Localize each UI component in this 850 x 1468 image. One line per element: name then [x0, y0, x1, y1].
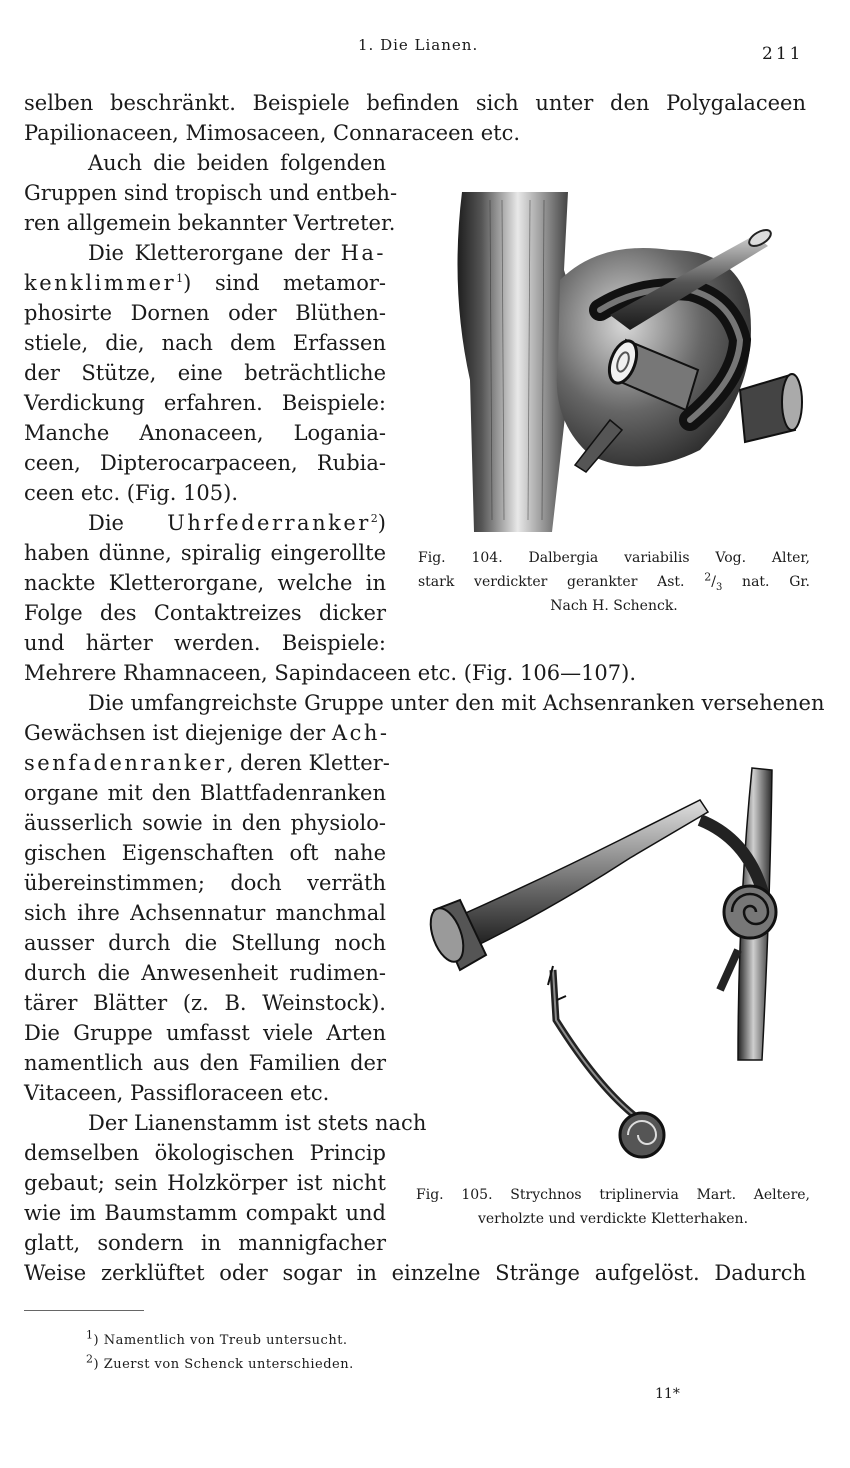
text-line: haben dünne, spiralig eingerollte [24, 541, 386, 565]
fraction-denominator: 3 [715, 581, 723, 593]
text-line: tärer Blätter (z. B. Weinstock). [24, 991, 386, 1015]
text-line: Mehrere Rhamnaceen, Sapindaceen etc. (Fig. 106—107). [24, 661, 637, 685]
text-line: ceen etc. (Fig. 105). [24, 481, 239, 505]
text-line: phosirte Dornen oder Blüthen- [24, 301, 386, 325]
footnote: $^2$) Zuerst von Schenck unterschieden. [86, 1352, 354, 1372]
spaced-term: kenklimmer [24, 271, 177, 295]
text-line: der Stütze, eine beträchtliche [24, 361, 386, 385]
text-line: wie im Baumstamm compakt und [24, 1201, 386, 1225]
figure-104-caption-line: Nach H. Schenck. [550, 598, 678, 614]
fraction-numerator: 2 [704, 570, 712, 584]
spaced-term: Ha- [340, 241, 386, 265]
footnote-ref: 2 [370, 512, 378, 525]
text-line: namentlich aus den Familien der [24, 1051, 386, 1075]
hook-coil [620, 1113, 664, 1157]
running-title: 1. Die Lianen. [358, 36, 479, 54]
figure-105-illustration [420, 760, 810, 1170]
spaced-term: Ach- [331, 721, 390, 745]
footnote-ref: 1 [176, 272, 184, 285]
signature-mark: 11* [655, 1386, 680, 1402]
text-line: Die umfangreichste Gruppe unter den mit Achsenranken versehenen [88, 691, 825, 715]
text-line: Verdickung erfahren. Beispiele: [24, 391, 386, 415]
figure-104-illustration [440, 180, 810, 540]
text-line: Vitaceen, Passifloraceen etc. [24, 1081, 330, 1105]
text-line: äusserlich sowie in den physiolo- [24, 811, 386, 835]
text-line: gischen Eigenschaften oft nahe [24, 841, 386, 865]
figure-104-caption-line: stark verdickter gerankter Ast. $^2/_3$ nat. Gr. [418, 570, 810, 593]
text-line: kenklimmer$^1$) sind metamor- [24, 271, 386, 295]
text-line: Die Uhrfederranker$^2$) [88, 511, 386, 535]
figure-104-caption-line: Fig. 104. Dalbergia variabilis Vog. Alter, [418, 550, 810, 566]
text-line: senfadenranker, deren Kletter- [24, 751, 390, 775]
horizontal-branch [450, 800, 708, 950]
hook-stalk [553, 970, 640, 1120]
footnote-divider [24, 1310, 144, 1311]
text-line: übereinstimmen; doch verräth [24, 871, 386, 895]
text-line: und härter werden. Beispiele: [24, 631, 386, 655]
text-line: nackte Kletterorgane, welche in [24, 571, 386, 595]
text-line: gebaut; sein Holzkörper ist nicht [24, 1171, 386, 1195]
text-line: selben beschränkt. Beispiele befinden sich unter den Polygalaceen [24, 91, 806, 115]
text-line: Papilionaceen, Mimosaceen, Connaraceen etc. [24, 121, 521, 145]
text-line: Gruppen sind tropisch und entbeh- [24, 181, 398, 205]
page-number: 211 [762, 44, 804, 64]
text-line: organe mit den Blattfadenranken [24, 781, 386, 805]
text-line: Weise zerklüftet oder sogar in einzelne Stränge aufgelöst. Dadurch [24, 1261, 806, 1285]
footnote: $^1$) Namentlich von Treub untersucht. [86, 1328, 348, 1348]
spaced-term: Uhrfederranker [167, 511, 371, 535]
text-line: Manche Anonaceen, Logania- [24, 421, 386, 445]
text-line: stiele, die, nach dem Erfassen [24, 331, 386, 355]
text-line: Der Lianenstamm ist stets nach [88, 1111, 427, 1135]
text-line: ren allgemein bekannter Vertreter. [24, 211, 396, 235]
text-line: ausser durch die Stellung noch [24, 931, 386, 955]
text-line: Folge des Contaktreizes dicker [24, 601, 386, 625]
text-line: Die Kletterorgane der Ha- [88, 241, 386, 265]
figure-105-caption-line: verholzte und verdickte Kletterhaken. [477, 1211, 749, 1227]
figure-105-caption-line: Fig. 105. Strychnos triplinervia Mart. Aeltere, [416, 1187, 810, 1203]
text-line: demselben ökologischen Princip [24, 1141, 386, 1165]
text-line: ceen, Dipterocarpaceen, Rubia- [24, 451, 386, 475]
text-line: glatt, sondern in mannigfacher [24, 1231, 386, 1255]
text-line: Die Gruppe umfasst viele Arten [24, 1021, 386, 1045]
text-line: Auch die beiden folgenden [88, 151, 386, 175]
text-line: sich ihre Achsennatur manchmal [24, 901, 386, 925]
spaced-term: senfadenranker [24, 751, 227, 775]
text-line: durch die Anwesenheit rudimen- [24, 961, 386, 985]
text-line: Gewächsen ist diejenige der Ach- [24, 721, 390, 745]
